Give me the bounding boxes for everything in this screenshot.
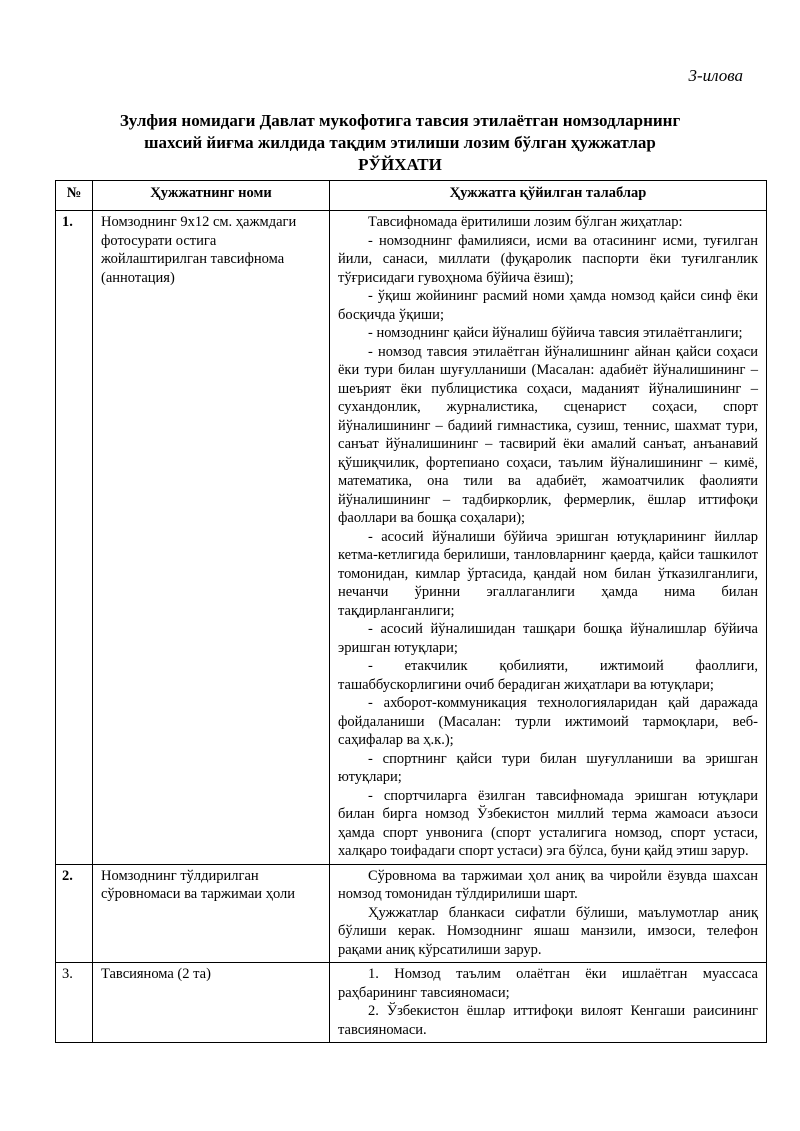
table-row	[56, 864, 767, 963]
requirements-cell	[330, 211, 767, 865]
title-line-1: Зулфия номидаги Давлат мукофотига тавсия этилаётган номзодларнинг	[119, 111, 681, 130]
requirement-item: - ахборот-коммуникация технологияларидан қай даражада фойдаланиши (Масалан: турли ижтимоий тармоқлари, веб-саҳифалар ва ҳ.к.);	[338, 695, 758, 748]
title-line-2: шахсий йиғма жилдида тақдим этилиши лозим бўлган ҳужжатлар	[144, 133, 656, 152]
table-row	[56, 211, 767, 865]
document-name: Номзоднинг 9х12 см. ҳажмдаги фотосурати остига жойлаштирилган тавсифнома (аннотация)	[93, 211, 330, 865]
annex-label: 3-илова	[688, 66, 743, 85]
requirement-item: - ўқиш жойининг расмий номи ҳамда номзод қайси синф ёки босқичда ўқиши;	[338, 288, 758, 323]
header-document-name: Ҳужжатнинг номи	[93, 181, 330, 211]
title-line-3: РЎЙХАТИ	[358, 155, 442, 174]
requirement-item: 2. Ўзбекистон ёшлар иттифоқи вилоят Кенгаши раисининг тавсияномаси.	[338, 1003, 758, 1038]
requirement-item: - асосий йўналишидан ташқари бошқа йўналишлар бўйича эришган ютуқлари;	[338, 621, 758, 656]
header-number: №	[56, 181, 93, 211]
documents-table	[55, 180, 767, 1043]
requirement-item: - етакчилик қобилияти, ижтимоий фаоллиги, ташаббускорлигини очиб берадиган жиҳатлари ва ютуқлари;	[338, 658, 758, 693]
requirement-item: - номзод тавсия этилаётган йўналишнинг айнан қайси соҳаси ёки тури билан шуғулланиши (Масалан: адабиёт йўналишининг – шеърият ёки публицистика соҳаси, маданият йўналишининг – сухандонлик, журналистика, сценарист соҳаси, спорт йўналишининг – бадиий гимнастика, сузиш, теннис, шахмат тури, санъат йўналишининг – тасвирий ёки амалий санъат, анъанавий қўшиқчилик, фортепиано соҳаси, таълим йўналишининг – кимё, математика, она тили ва адабиёт, жамоатчилик фаолияти йўналишининг – тадбиркорлик, фермерлик, ёшлар иттифоқи фаоллари ва бошқа соҳалари);	[338, 343, 758, 526]
row-number: 1.	[56, 211, 93, 865]
requirement-item: 1. Номзод таълим олаётган ёки ишлаётган муассаса раҳбарининг тавсияномаси;	[338, 966, 758, 1001]
requirement-item: - асосий йўналиши бўйича эришган ютуқларининг йиллар кетма-кетлигида берилиши, танловларнинг қаерда, қайси ташкилот томонидан, кимлар ўртасида, қандай ном билан ўтказилганлиги, нечанчи ўринни эгаллаганлиги ҳамда нима билан тақдирланганлиги;	[338, 528, 758, 619]
requirement-item: - номзоднинг қайси йўналиш бўйича тавсия этилаётганлиги;	[368, 325, 743, 341]
requirement-item: Ҳужжатлар бланкаси сифатли бўлиши, маълумотлар аниқ бўлиши керак. Номзоднинг яшаш манзили, имзоси, телефон рақами аниқ кўрсатилиши зарур.	[338, 904, 758, 958]
table-header-row	[56, 181, 767, 211]
row-number: 2.	[56, 864, 93, 963]
row-number: 3.	[56, 963, 93, 1043]
requirement-item: - номзоднинг фамилияси, исми ва отасининг исми, туғилган йили, санаси, миллати (фуқаролик паспорти ёки туғилганлик тўғрисидаги гувоҳнома бўйича ёзиш);	[338, 232, 758, 286]
requirements-cell	[330, 963, 767, 1043]
requirement-item: Сўровнома ва таржимаи ҳол аниқ ва чиройли ёзувда шахсан номзод томонидан тўлдирилиши шарт.	[338, 867, 758, 902]
document-title	[0, 110, 800, 176]
requirement-item: Тавсифномада ёритилиши лозим бўлган жиҳатлар:	[368, 214, 683, 230]
header-requirements: Ҳужжатга қўйилган талаблар	[330, 181, 767, 211]
document-name: Номзоднинг тўлдирилган сўровномаси ва таржимаи ҳоли	[93, 864, 330, 963]
requirement-item: - спортчиларга ёзилган тавсифномада эришган ютуқлари билан бирга номзод Ўзбекистон миллий терма жамоаси аъзоси ҳамда спорт унвонига (спорт усталигига номзод, спорт устаси, халқаро тоифадаги спорт устаси) эга бўлса, буни қайд этиш зарур.	[338, 787, 758, 859]
document-name: Тавсиянома (2 та)	[93, 963, 330, 1043]
table-row	[56, 963, 767, 1043]
requirement-item: - спортнинг қайси тури билан шуғулланиши ва эришган ютуқлари;	[338, 750, 758, 785]
requirements-cell	[330, 864, 767, 963]
